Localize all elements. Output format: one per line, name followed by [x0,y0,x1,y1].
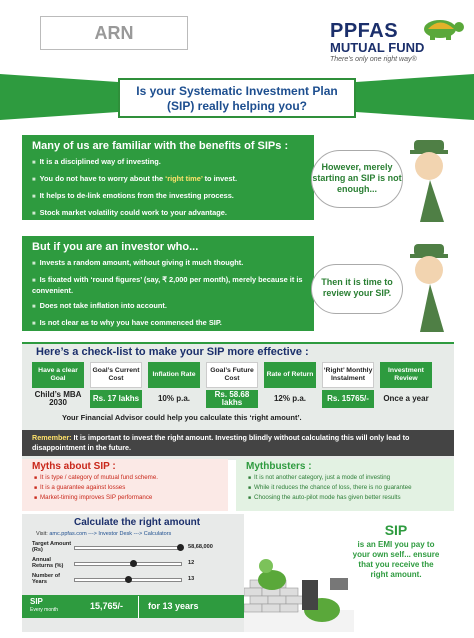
list-item: ■ It is a guarantee against losses [22,483,228,493]
arn-box: ARN [40,16,188,50]
checklist-value: Once a year [383,394,429,403]
mythbusters-box [236,459,454,511]
sip-benefits-panel [22,135,314,220]
mythbusters-heading: Mythbusters : [246,461,312,472]
list-item: ■ Choosing the auto-pilot mode has given better results [236,493,454,503]
checklist-heading: Here’s a check-list to make your SIP more effective : [36,346,309,358]
advisor-man-icon [400,240,460,332]
sip-value: 15,765/- [90,601,124,611]
checklist-value: Rs. 58.68 lakhs [206,390,258,408]
ppfas-logo [330,20,424,63]
calc-row-label: Annual Returns (%) [32,557,64,569]
list-item: ■ It helps to de-link emotions from the investing process. [22,188,314,205]
list-item: ■ Does not take inflation into account. [22,298,314,315]
sip-years: for 13 years [148,601,199,611]
visit-prefix: Visit: [36,531,48,537]
calculator-title: Calculate the right amount [74,517,201,528]
checklist-value: 10% p.a. [157,394,190,403]
sip-label: SIP [30,597,43,606]
remember-box [22,430,454,456]
page-title [118,78,356,118]
visit-link[interactable]: amc.ppfas.com ---> Investor Desk ---> Calculators [49,531,172,537]
checklist-value: Rs. 17 lakhs [90,390,142,408]
checklist-value: 12% p.a. [273,394,306,403]
checklist-head: Investment Review [380,362,432,388]
advisor-note: Your Financial Advisor could help you calculate this ‘right amount’. [62,413,302,422]
calc-row-label: Target Amount (Rs) [32,541,72,553]
logo-tagline: There's only one right way® [330,56,417,63]
list-item: ■ Is not clear as to why you have commenced the SIP. [22,315,314,332]
advisor-man-icon [400,136,460,222]
list-item: ■ It is a disciplined way of investing. [22,154,314,171]
divider [138,596,139,618]
speech-bubble-2: Then it is time to review your SIP. [311,264,403,314]
panel2-heading: But if you are an investor who... [32,241,199,253]
list-item: ■ Stock market volatility could work to your advantage. [22,205,314,222]
investor-panel [22,236,314,331]
checklist-head: ‘Right’ Monthly Instalment [322,362,374,388]
speech-bubble-1: However, merely starting an SIP is not enough... [311,150,403,208]
checklist-head: Have a clear Goal [32,362,84,388]
checklist-head: Goal’s Current Cost [90,362,142,388]
visit-line [36,531,171,537]
list-item: ■ You do not have to worry about the ‘right time’ to invest. [22,171,314,188]
sip-definition [350,522,442,580]
calc-slider[interactable] [74,546,182,550]
list-item: ■ Is fixated with ‘round figures’ (say, ₹ 2,000 per month), merely because it is convenient. [22,272,314,298]
panel1-heading: Many of us are familiar with the benefits of SIPs : [32,140,289,152]
highlight-text: ‘right time’ [165,174,203,183]
checklist-value: Child’s MBA 2030 [34,390,82,407]
list-item: ■ Invests a random amount, without giving it much thought. [22,255,314,272]
turtle-logo-icon [418,14,466,40]
slider-knob[interactable] [125,576,132,583]
calc-row-label: Number of Years [32,573,60,585]
list-item: ■ Market-timing improves SIP performance [22,493,228,503]
logo-line1: PPFAS [330,20,399,42]
myths-heading: Myths about SIP : [32,461,116,472]
remember-text: It is important to invest the right amount. Investing blindly without calculating this will only lead to disappointment in the future. [32,433,410,452]
calc-row-value: 12 [188,560,195,566]
title-line2: (SIP) really helping you? [166,99,308,113]
sip-def-title: SIP [384,522,408,538]
remember-label: Remember: [32,433,72,442]
turtle-brick-wall-icon [244,540,354,632]
calc-row-value: 13 [188,576,195,582]
calc-slider[interactable] [74,578,182,582]
list-item: ■ It is type / category of mutual fund scheme. [22,473,228,483]
sip-sublabel: Every month [30,607,59,613]
checklist-head: Inflation Rate [148,362,200,388]
slider-knob[interactable] [130,560,137,567]
checklist-head: Rate of Return [264,362,316,388]
sip-def-text: is an EMI you pay to your own self... ensure that you receive the right amount. [352,540,440,579]
checklist-head: Goal’s Future Cost [206,362,258,388]
calc-slider[interactable] [74,562,182,566]
list-item: ■ It is not another category, just a mode of investing [236,473,454,483]
checklist-value: Rs. 15765/- [322,390,374,408]
logo-line2: MUTUAL FUND [330,40,425,55]
list-item: ■ While it reduces the chance of loss, there is no guarantee [236,483,454,493]
title-line1: Is your Systematic Investment Plan [136,84,338,98]
slider-knob[interactable] [177,544,184,551]
myths-box [22,459,228,511]
calc-row-value: 58,68,000 [188,544,213,550]
